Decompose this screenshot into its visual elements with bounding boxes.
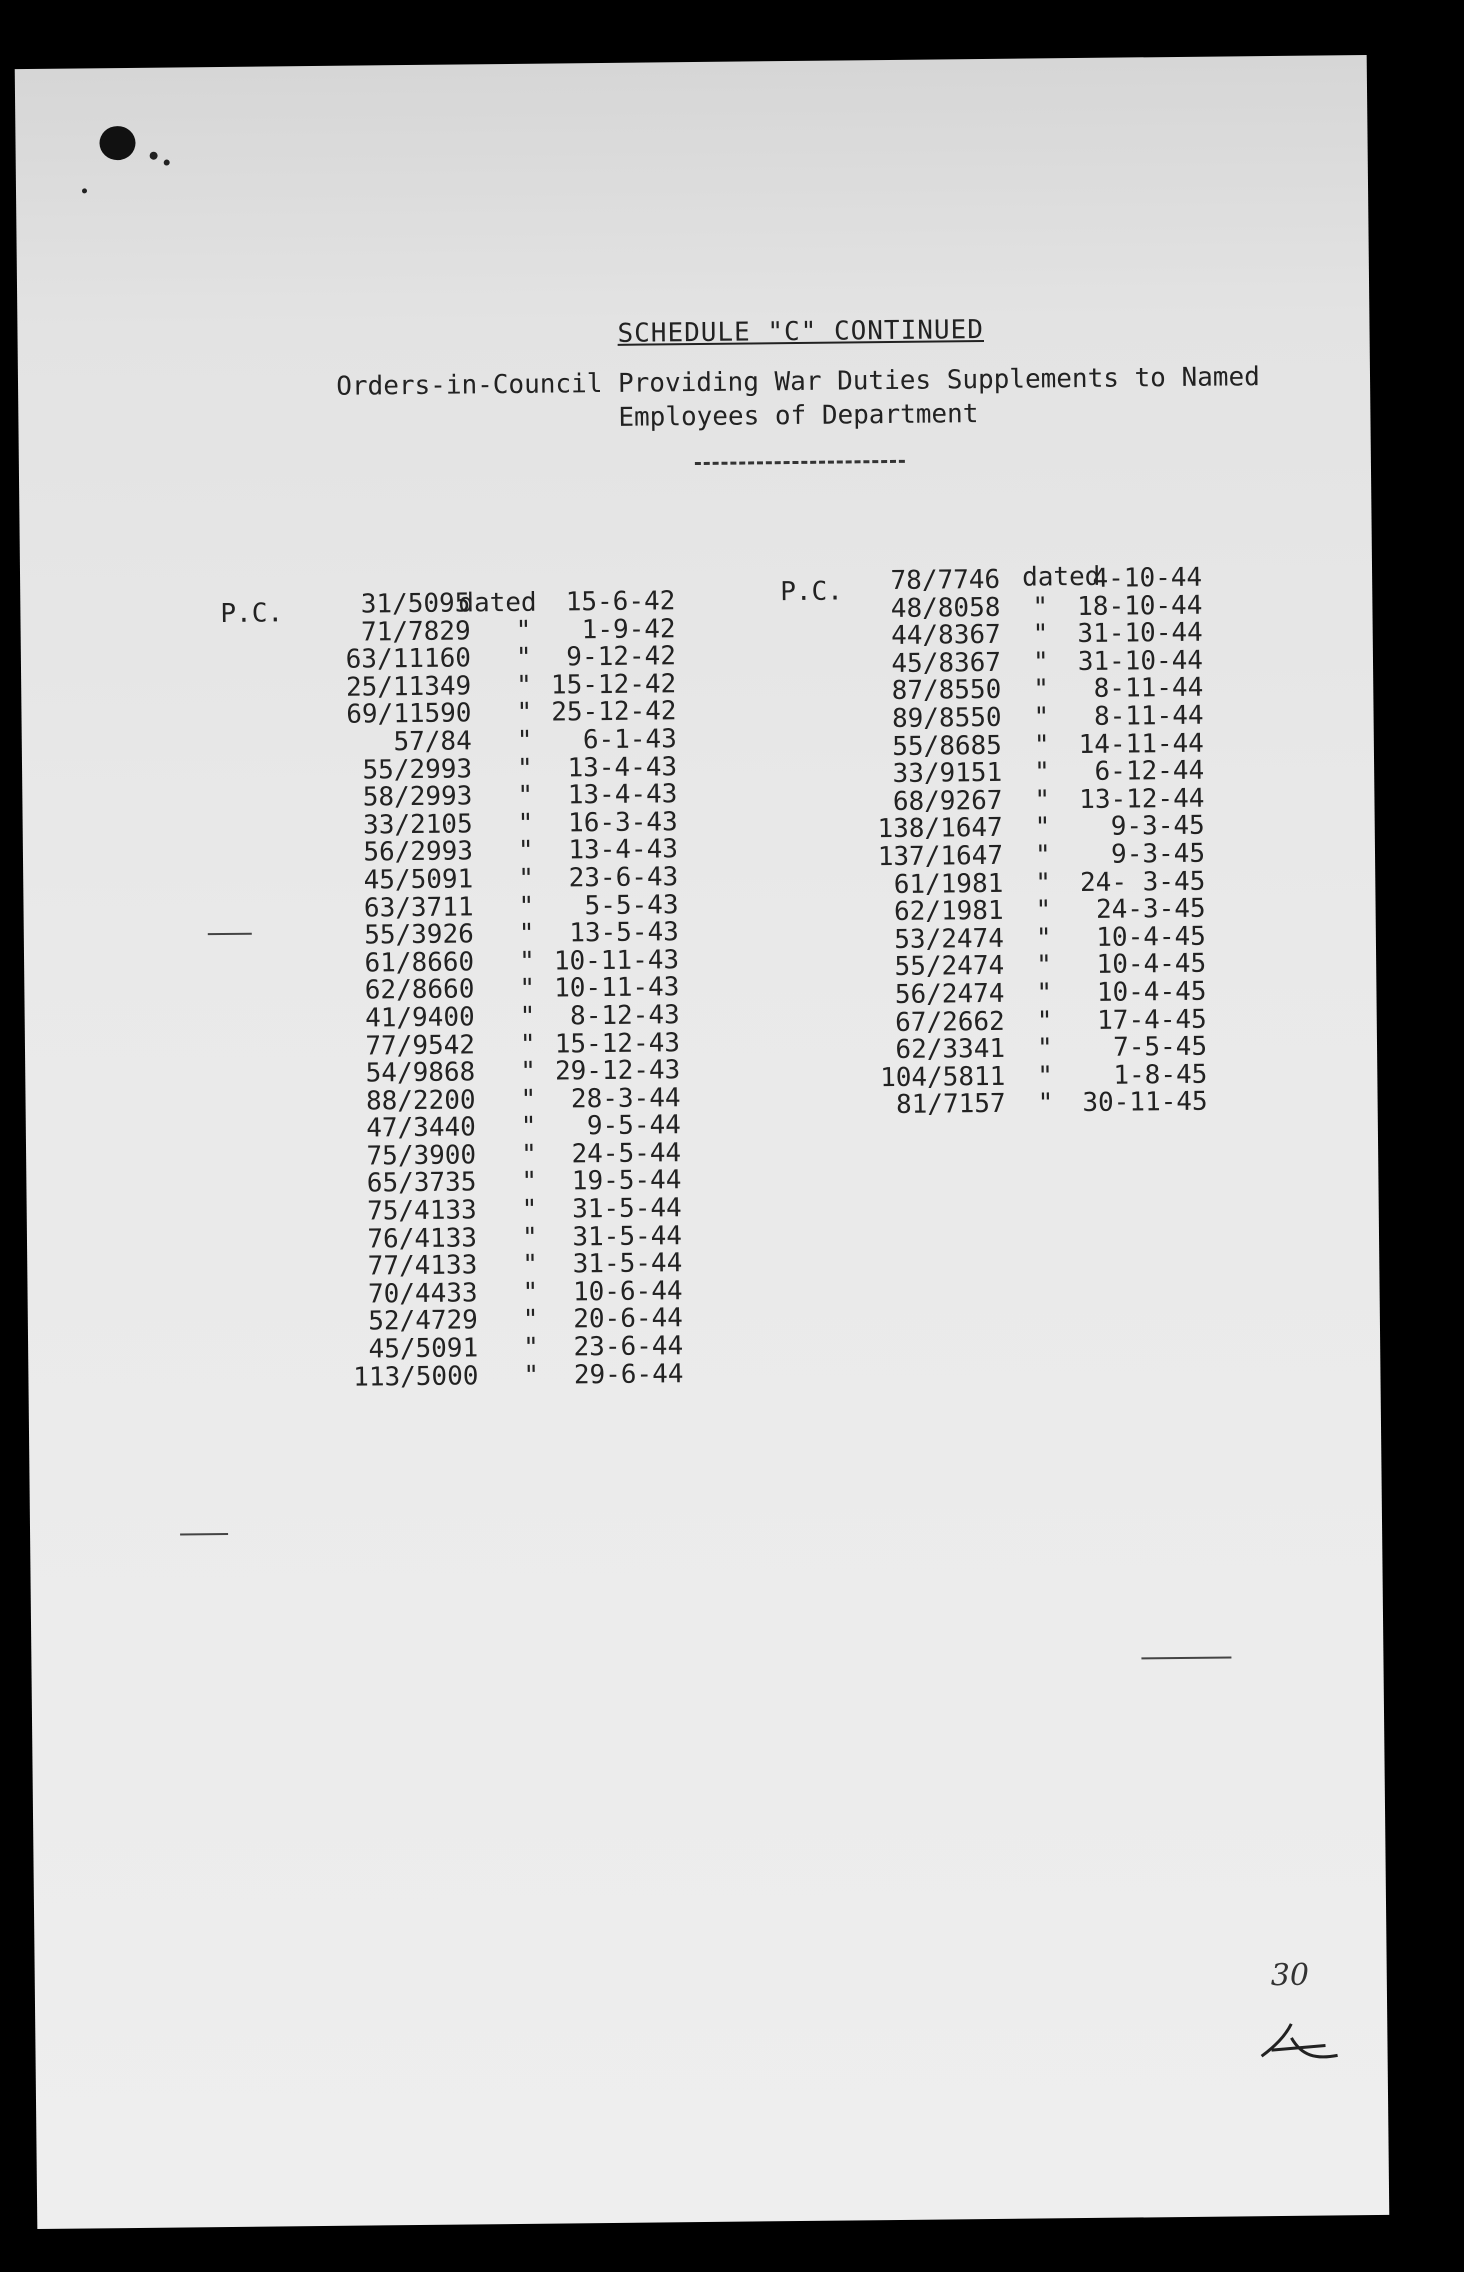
ditto-mark: "	[520, 1139, 537, 1170]
order-date: 10-11-43	[553, 972, 680, 1004]
order-number: 138/1647	[877, 813, 1003, 845]
schedule-subtitle	[298, 360, 1299, 438]
ditto-mark: "	[518, 918, 535, 950]
order-number: 75/3900	[366, 1140, 477, 1172]
margin-mark	[208, 933, 252, 935]
order-date: 23-6-43	[568, 862, 679, 894]
order-number: 55/2474	[894, 951, 1005, 983]
order-number: 62/1981	[893, 895, 1004, 928]
order-date: 9-3-45	[1110, 811, 1205, 843]
order-number: 33/2105	[362, 809, 473, 841]
ditto-mark: "	[1032, 647, 1049, 678]
order-date: 24-3-45	[1095, 893, 1206, 925]
order-number: 77/9542	[365, 1029, 476, 1062]
order-date: 8-11-44	[1093, 700, 1204, 732]
order-number: 61/8660	[364, 947, 475, 979]
ditto-mark: "	[1035, 895, 1052, 926]
order-date: 29-6-44	[573, 1358, 684, 1390]
ditto-mark: "	[521, 1222, 538, 1253]
order-date: 24- 3-45	[1079, 866, 1206, 898]
order-date: 31-10-44	[1077, 645, 1204, 677]
order-number: 56/2993	[363, 836, 474, 868]
order-date: 31-5-44	[572, 1248, 683, 1280]
ditto-mark: "	[1036, 1033, 1053, 1064]
order-number: 25/11349	[345, 671, 472, 703]
ditto-mark: "	[519, 1001, 536, 1032]
ditto-mark: "	[1036, 1005, 1053, 1036]
order-date: 7-5-45	[1112, 1031, 1208, 1063]
order-date: 30-11-45	[1082, 1086, 1208, 1119]
order-date: 28-3-44	[570, 1082, 681, 1115]
order-number: 63/11160	[345, 643, 472, 675]
ditto-mark: "	[1033, 674, 1050, 705]
ditto-mark: "	[515, 615, 532, 646]
order-number: 52/4729	[368, 1305, 479, 1337]
ditto-mark: "	[519, 1029, 536, 1060]
order-date: 1-8-45	[1113, 1059, 1208, 1091]
order-date: 31-5-44	[571, 1193, 682, 1225]
ditto-mark: "	[516, 698, 533, 729]
title-divider	[695, 460, 905, 465]
left-order-list	[290, 588, 698, 1392]
order-number: 57/84	[393, 726, 472, 758]
ditto-mark: "	[520, 1112, 537, 1143]
order-number: 58/2993	[362, 781, 473, 813]
ditto-mark: "	[515, 642, 532, 674]
order-number: 44/8367	[890, 620, 1001, 652]
order-number: 76/4133	[367, 1223, 478, 1255]
order-date: 29-12-43	[554, 1055, 681, 1087]
order-number: 55/2993	[362, 753, 473, 786]
order-number: 54/9868	[365, 1057, 476, 1089]
order-date: 15-12-42	[550, 669, 677, 701]
order-number: 47/3440	[366, 1112, 476, 1144]
order-number: 67/2662	[895, 1006, 1005, 1038]
ditto-mark: "	[1035, 867, 1052, 899]
order-number: 45/5091	[363, 864, 474, 896]
order-date: 4-10-44	[1092, 562, 1203, 594]
order-date: 31-5-44	[572, 1220, 683, 1253]
order-number: 113/5000	[353, 1360, 479, 1393]
ditto-mark: "	[516, 670, 533, 701]
order-number: 87/8550	[891, 675, 1002, 707]
order-date: 25-12-42	[551, 696, 677, 728]
order-date: 10-4-45	[1096, 949, 1207, 981]
order-number: 88/2200	[365, 1085, 476, 1117]
ditto-mark: "	[521, 1194, 538, 1225]
order-row	[298, 1358, 698, 1393]
ditto-mark: "	[1034, 785, 1051, 816]
order-number: 75/4133	[366, 1195, 477, 1227]
order-number: 33/9151	[892, 757, 1003, 790]
order-date: 18-10-44	[1077, 590, 1203, 622]
schedule-title: SCHEDULE "C" CONTINUED	[617, 315, 985, 349]
order-date: 19-5-44	[571, 1165, 682, 1197]
ditto-mark: "	[518, 891, 535, 922]
order-number: 89/8550	[891, 702, 1002, 734]
order-date: 10-4-45	[1096, 921, 1207, 953]
order-number: 41/9400	[364, 1002, 475, 1034]
order-number: 65/3735	[366, 1167, 477, 1199]
right-prefix: P.C.	[780, 576, 844, 608]
handwritten-mark	[1255, 2015, 1346, 2076]
order-date: 13-4-43	[568, 834, 679, 866]
order-date: 31-10-44	[1077, 617, 1203, 650]
order-date: 15-12-43	[554, 1027, 681, 1060]
left-dated-word: dated	[458, 587, 537, 619]
order-number: 70/4433	[367, 1278, 478, 1310]
ditto-mark: "	[519, 974, 536, 1005]
subtitle-line-2: Employees of Department	[618, 399, 979, 433]
order-date: 17-4-45	[1097, 1004, 1207, 1036]
order-number: 81/7157	[895, 1089, 1006, 1121]
order-number: 62/3341	[895, 1033, 1006, 1066]
ditto-mark: "	[1033, 729, 1050, 761]
order-number: 69/11590	[346, 698, 472, 731]
order-date: 9-3-45	[1110, 838, 1206, 870]
ditto-mark: "	[522, 1305, 539, 1336]
punch-hole	[99, 126, 135, 160]
margin-mark	[1141, 1656, 1231, 1659]
ditto-mark: "	[1036, 950, 1052, 981]
right-dated-word: dated	[1021, 561, 1101, 593]
order-date: 10-4-45	[1096, 976, 1207, 1008]
order-date: 9-12-42	[566, 641, 677, 673]
order-date: 13-4-43	[567, 751, 678, 783]
ditto-mark: "	[1037, 1088, 1054, 1119]
order-date: 13-12-44	[1079, 783, 1205, 815]
order-number: 78/7746	[890, 564, 1001, 596]
ditto-mark: "	[1033, 757, 1050, 788]
ditto-mark: "	[522, 1332, 539, 1363]
order-date: 13-5-43	[569, 917, 679, 949]
order-date: 9-5-44	[586, 1110, 681, 1142]
ditto-mark: "	[1036, 978, 1053, 1009]
order-row	[825, 1086, 1225, 1121]
ditto-mark: "	[1037, 1061, 1054, 1092]
ditto-mark: "	[1032, 591, 1049, 623]
order-date: 10-6-44	[572, 1276, 683, 1308]
order-number: 56/2474	[894, 978, 1005, 1010]
order-number: 61/1981	[893, 868, 1004, 900]
ditto-mark: "	[518, 946, 535, 977]
ditto-mark: "	[520, 1056, 537, 1087]
order-number: 45/5091	[368, 1333, 479, 1365]
order-number: 63/3711	[363, 891, 474, 924]
order-date: 20-6-44	[573, 1303, 684, 1335]
ditto-mark: "	[516, 753, 533, 784]
ditto-mark: "	[1035, 923, 1052, 954]
ditto-mark: "	[518, 863, 535, 894]
order-date: 13-4-43	[567, 779, 678, 811]
speck	[164, 160, 170, 166]
order-date: 1-9-42	[581, 613, 676, 645]
subtitle-line-1: Orders-in-Council Providing War Duties Supplements to Named	[336, 362, 1260, 402]
order-date: 8-11-44	[1093, 673, 1204, 705]
ditto-mark: "	[521, 1167, 538, 1198]
order-number: 45/8367	[891, 647, 1002, 679]
order-number: 31/5095	[360, 588, 471, 620]
ditto-mark: "	[517, 808, 534, 839]
order-number: 53/2474	[894, 923, 1005, 955]
order-date: 5-5-43	[584, 889, 679, 921]
margin-mark	[180, 1533, 228, 1536]
order-date: 24-5-44	[571, 1138, 682, 1170]
order-number: 137/1647	[877, 840, 1004, 873]
left-prefix: P.C.	[220, 598, 284, 630]
ditto-mark: "	[517, 780, 534, 812]
order-date: 6-1-43	[582, 724, 677, 756]
ditto-mark: "	[523, 1360, 540, 1391]
order-number: 62/8660	[364, 974, 475, 1006]
order-number: 104/5811	[879, 1061, 1006, 1093]
ditto-mark: "	[522, 1249, 539, 1281]
order-date: 8-12-43	[569, 1000, 680, 1032]
page-number: 30	[1270, 1957, 1310, 1994]
order-number: 71/7829	[360, 615, 471, 648]
speck	[150, 152, 158, 160]
document-page	[15, 55, 1390, 2229]
order-date: 15-6-42	[565, 586, 676, 618]
order-number: 48/8058	[890, 592, 1001, 624]
right-order-list	[820, 562, 1226, 1121]
ditto-mark: "	[1033, 702, 1050, 733]
order-date: 10-11-43	[553, 944, 680, 977]
order-number: 55/8685	[892, 730, 1003, 762]
ditto-mark: "	[1034, 812, 1051, 843]
order-number: 68/9267	[892, 785, 1003, 817]
order-date: 23-6-44	[573, 1331, 684, 1363]
ditto-mark: "	[520, 1084, 537, 1115]
order-number: 55/3926	[364, 919, 474, 951]
order-number: 77/4133	[367, 1250, 478, 1282]
ditto-mark: "	[517, 836, 534, 867]
order-date: 16-3-43	[567, 806, 678, 839]
speck	[82, 188, 87, 193]
order-date: 6-12-44	[1094, 755, 1205, 788]
order-date: 14-11-44	[1078, 728, 1205, 760]
ditto-mark: "	[1034, 840, 1051, 871]
ditto-mark: "	[516, 725, 533, 756]
ditto-mark: "	[1032, 619, 1049, 650]
ditto-mark: "	[522, 1277, 539, 1308]
